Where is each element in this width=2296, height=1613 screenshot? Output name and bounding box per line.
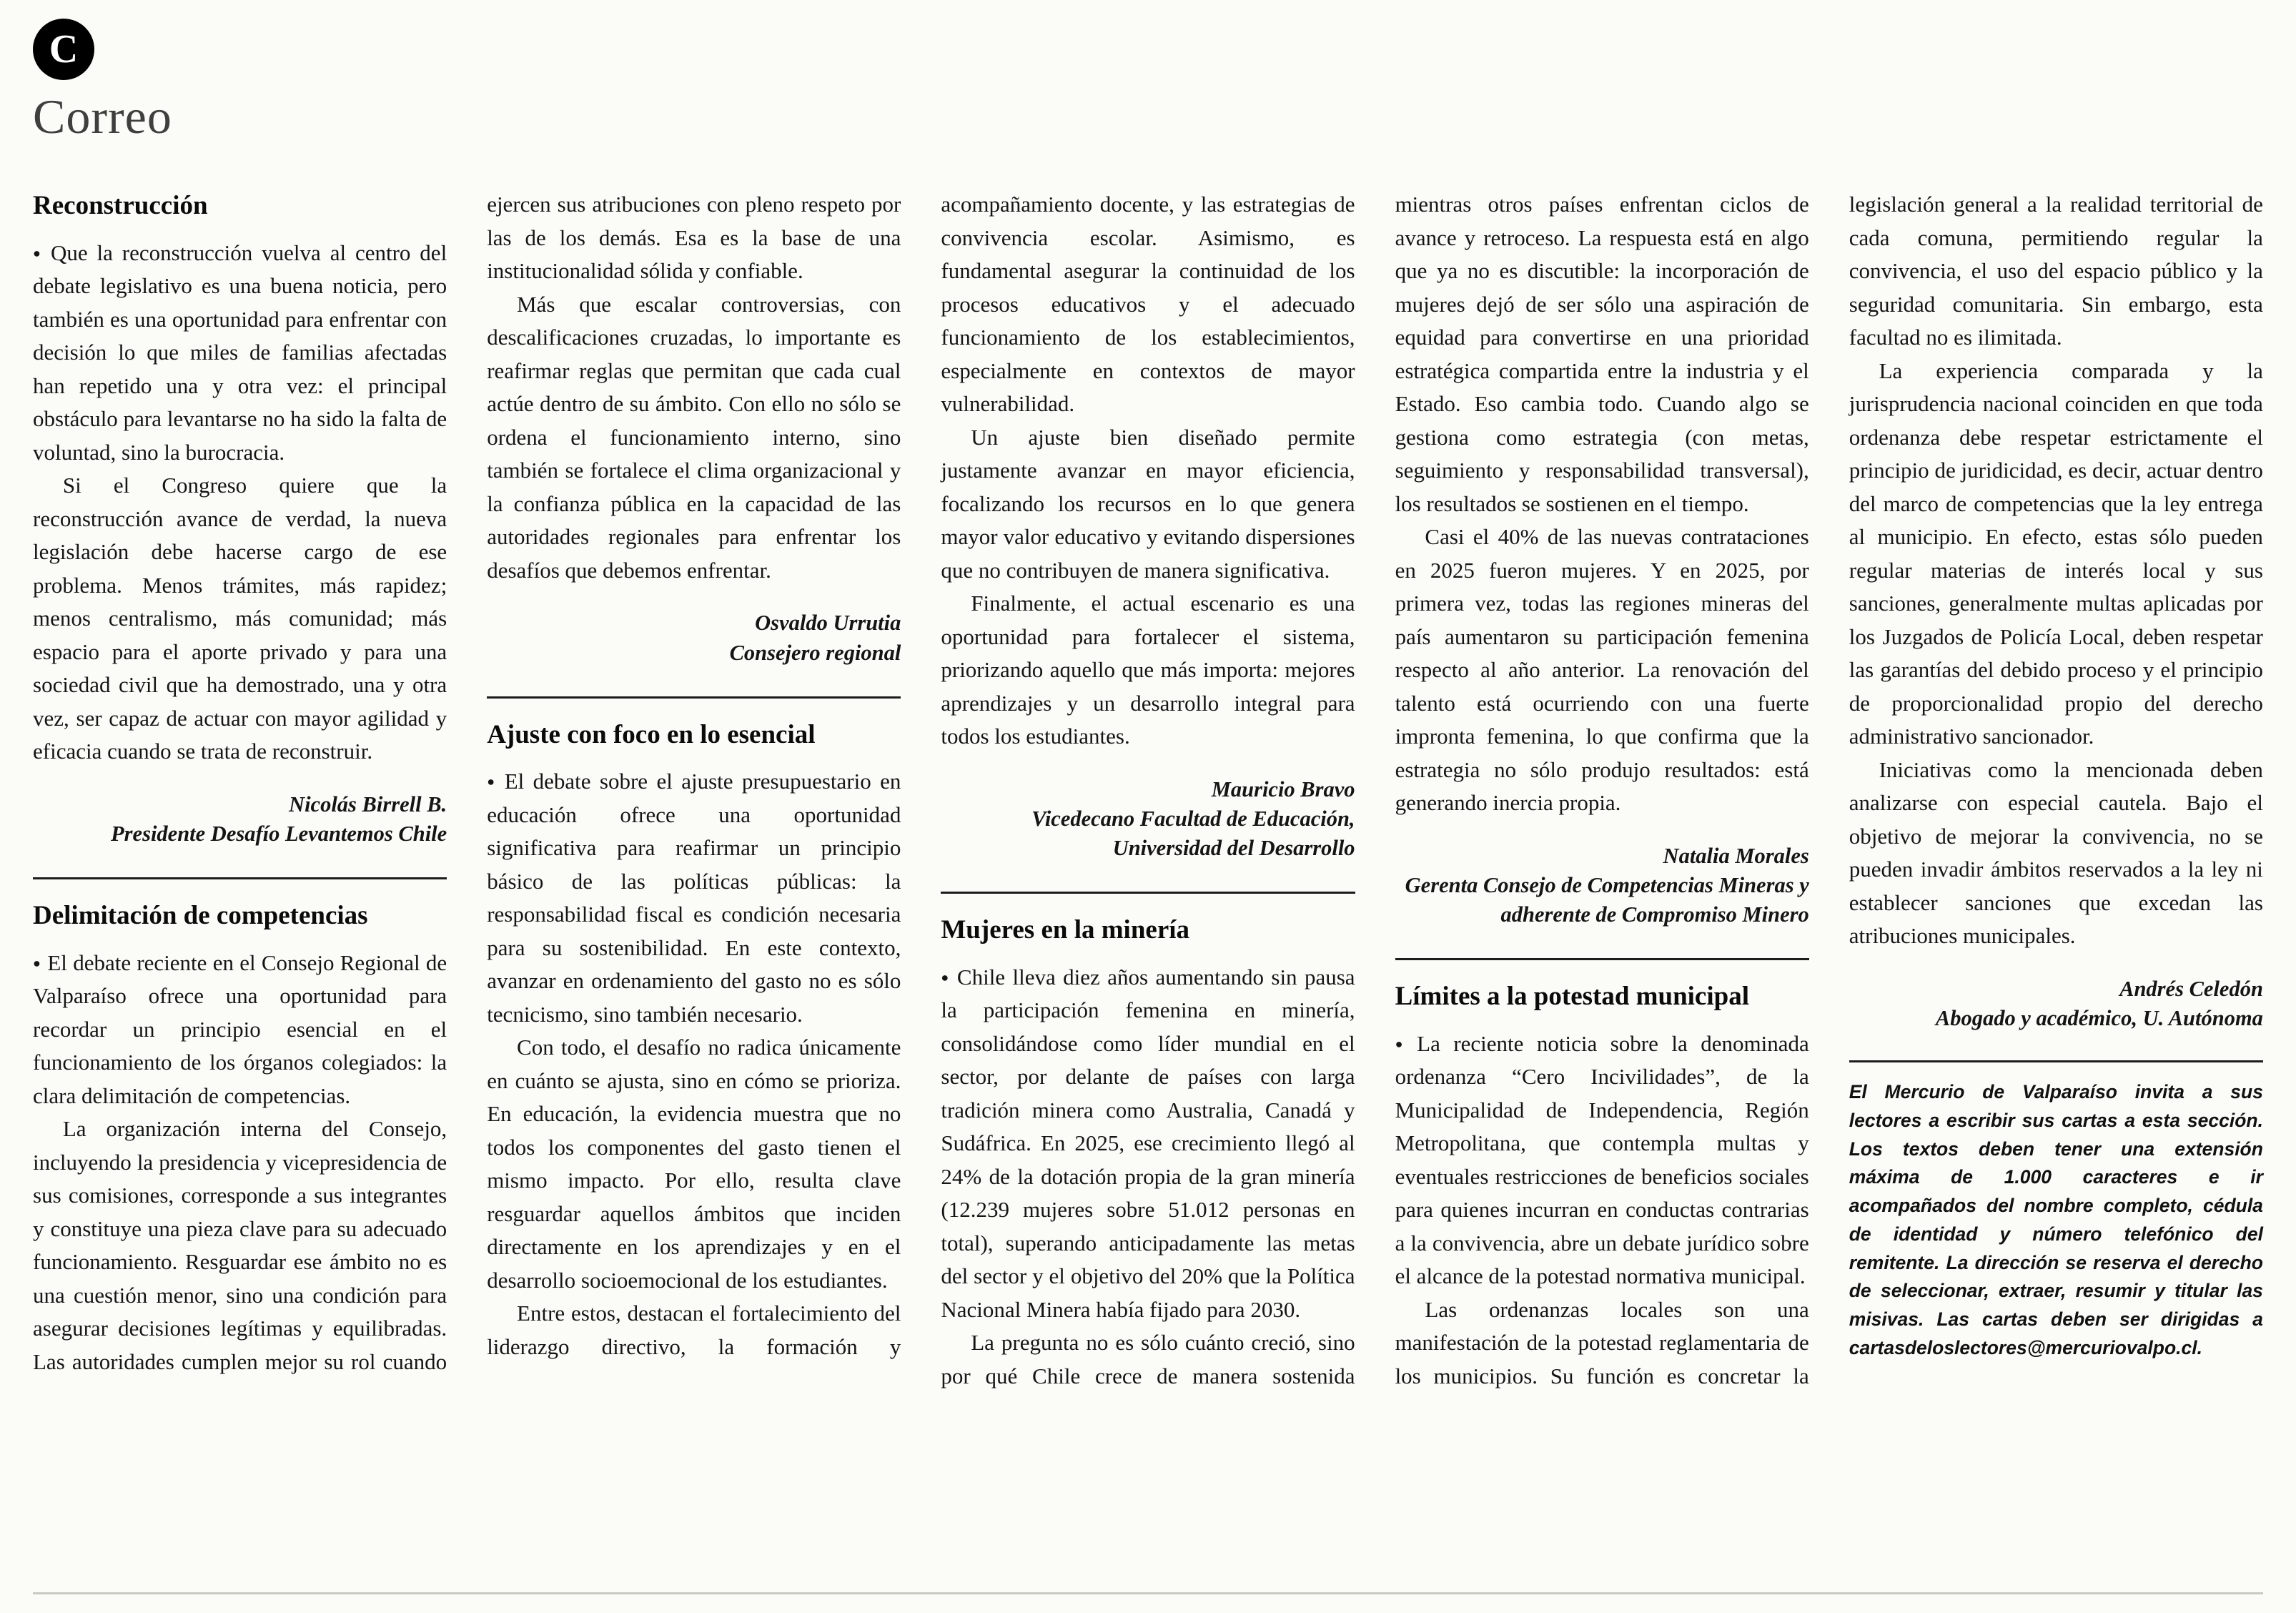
signature-role: Gerenta Consejo de Competencias Mineras y adherente de Compromiso Minero — [1405, 873, 1809, 927]
signature-name: Natalia Morales — [1663, 843, 1809, 868]
letter-paragraph: Entre estos, destacan el fortalecimiento del liderazgo directivo, la formación y acompañamiento docente, y las estrategias de convivencia escolar. Asimismo, es fundamental asegurar la continuidad de los procesos educativos y el adecuado funcionamiento de los establecimientos, especialmente en contextos de mayor vulnerabilidad. — [487, 192, 1355, 1359]
bullet-icon: ● — [1395, 1036, 1411, 1051]
letter-head — [33, 877, 447, 930]
signature-role: Vicedecano Facultad de Educación, Universidad del Desarrollo — [1031, 807, 1355, 861]
bullet-icon: ● — [941, 970, 951, 985]
page-bottom-divider — [33, 1592, 2263, 1594]
letter-head — [1395, 958, 1809, 1011]
letter-paragraph — [33, 237, 447, 470]
signature-name: Andrés Celedón — [2119, 976, 2263, 1001]
notice-text: El Mercurio de Valparaíso invita a sus lectores a escribir sus cartas a esta sección. Los textos deben tener una extensión máxima de 1.000 caracteres e ir acompañados del nombre completo, cédula de identidad y número telefónico del remitente. La dirección se reserva el derecho de seleccionar, extraer, resumir y titular las misivas. Las cartas deben ser dirigidas a cartasdeloslectores@mercuriovalpo.cl. — [1849, 1081, 2263, 1358]
signature-role: Presidente Desafío Levantemos Chile — [111, 822, 447, 846]
paragraph-text: La reciente noticia sobre la denominada ordenanza “Cero Incivilidades”, de la Municipalidad de Independencia, Región Metropolitana, que contempla multas y eventuales restricciones de beneficios sociales para quienes incurran en conductas contrarias a la convivencia, abre un debate jurídico sobre el alcance de la potestad normativa municipal. — [1395, 1030, 1809, 1289]
letter-paragraph: Iniciativas como la mencionada deben analizarse con especial cautela. Bajo el objetivo de mejorar la convivencia, no se pueden invadir ámbitos reservados a la ley ni establecer sanciones que excedan las atribuciones municipales. — [1849, 756, 2263, 949]
masthead — [33, 19, 2263, 142]
section-divider — [1395, 958, 1809, 960]
section-divider — [941, 892, 1355, 894]
letter-paragraph: Más que escalar controversias, con descalificaciones cruzadas, lo importante es reafirmar reglas que permitan que cada cual actúe dentro de su ámbito. Con ello no sólo se ordena el funcionamiento interno, sino también se fortalece el clima organizacional y la confianza pública en la capacidad de las autoridades regionales para enfrentar los desafíos que debemos enfrentar. — [487, 291, 901, 583]
reader-letters-notice — [1849, 1060, 2263, 1363]
section-divider — [487, 696, 901, 699]
letter-signature — [941, 775, 1355, 864]
signature-role: Consejero regional — [729, 640, 901, 665]
paragraph-text: Que la reconstrucción vuelva al centro del debate legislativo es una buena noticia, pero también es una oportunidad para enfrentar con decisión lo que miles de familias afectadas han repetido una y otra vez: el principal obstáculo para levantarse no ha sido la falta de voluntad, sino la burocracia. — [33, 240, 447, 465]
signature-name: Nicolás Birrell B. — [289, 791, 447, 817]
letter-paragraph: Casi el 40% de las nuevas contrataciones en 2025 fueron mujeres. Y en 2025, por primera vez, todas las regiones mineras del país aumentaron su participación femenina respecto al año anterior. La renovación del talento está ocurriendo con una fuerte impronta femenina, lo que confirma que la estrategia no sólo produjo resultados: está generando inercia propia. — [1395, 524, 1809, 816]
letter-paragraph: Si el Congreso quiere que la reconstrucción avance de verdad, la nueva legislación debe hacerse cargo de ese problema. Menos trámites, más rapidez; menos centralismo, más comunidad; más espacio para el aporte privado y para una sociedad civil que ha demostrado, una y otra vez, ser capaz de actuar con mayor agilidad y eficacia cuando se trata de reconstruir. — [33, 473, 447, 764]
paragraph-text: El debate sobre el ajuste presupuestario en educación ofrece una oportunidad significativa para reafirmar un principio básico de las políticas públicas: la responsabilidad fiscal es condición necesaria para su sostenibilidad. En este contexto, avanzar en ordenamiento del gasto no es sólo tecnicismo, sino también necesario. — [487, 769, 901, 1027]
letter-title: Mujeres en la minería — [941, 915, 1190, 945]
paragraph-text: Chile lleva diez años aumentando sin pausa la participación femenina en minería, consolidándose como líder mundial en el sector, por delante de países con larga tradición minera como Australia, Canadá y Sudáfrica. En 2025, ese crecimiento llegó al 24% de la dotación propia de la gran minería (12.239 mujeres sobre 51.012 personas en total), superando anticipadamente las metas del sector y el objetivo del 20% que la Política Nacional Minera había fijado para 2030. — [941, 964, 1355, 1322]
letter-title: Delimitación de competencias — [33, 901, 368, 931]
letter-section-reconstruccion — [33, 191, 447, 849]
letter-signature — [1395, 842, 1809, 930]
letter-paragraph: Un ajuste bien diseñado permite justamente avanzar en mayor eficiencia, focalizando los recursos en lo que genera mayor valor educativo y evitando dispersiones que no contribuyen de manera significativa. — [941, 424, 1355, 583]
letter-signature — [33, 790, 447, 849]
letter-paragraph: Finalmente, el actual escenario es una oportunidad para fortalecer el sistema, priorizando aquello que más importa: mejores aprendizajes y un desarrollo integral para todos los estudiantes. — [941, 591, 1355, 749]
letter-paragraph: Las ordenanzas locales son una manifestación de la potestad reglamentaria de los municipios. Su función es concretar la legislación general a la realidad territorial de cada comuna, permitiendo regular la convivencia, el uso del espacio público y la seguridad comunitaria. Sin embargo, esta facultad no es ilimitada. — [1395, 192, 2263, 1388]
letter-title: Límites a la potestad municipal — [1395, 982, 1749, 1012]
bullet-icon: ● — [487, 774, 498, 789]
paragraph-text: El debate reciente en el Consejo Regional de Valparaíso ofrece una oportunidad para recordar un principio esencial en el funcionamiento de los órganos colegiados: la clara delimitación de competencias. — [33, 949, 447, 1108]
signature-name: Mauricio Bravo — [1211, 776, 1355, 801]
section-title: Correo — [33, 89, 172, 144]
letter-paragraph — [1395, 1027, 1809, 1293]
letter-paragraph: Con todo, el desafío no radica únicamente en cuánto se ajusta, sino en cómo se prioriza. En educación, la evidencia muestra que no todos los componentes del gasto tienen el mismo impacto. Por ello, resulta clave resguardar aquellos ámbitos que inciden directamente en los aprendizajes y en el desarrollo socioemocional de los estudiantes. — [487, 1035, 901, 1293]
letter-paragraph: La organización interna del Consejo, incluyendo la presidencia y vicepresidencia de sus comisiones, corresponde a sus integrantes y constituye una pieza clave para su adecuado funcionamiento. Resguardar ese ámbito no es una cuestión menor, sino una condición para asegurar decisiones legítimas y equilibradas. Las autoridades cumplen mejor su rol cuando ejercen sus atribuciones con pleno respeto por las de los demás. Esa es la base de una institucionalidad sólida y confiable. — [33, 192, 901, 1374]
letters-columns — [33, 188, 2263, 1393]
bullet-icon: ● — [33, 955, 41, 970]
bullet-icon: ● — [33, 245, 44, 260]
letter-paragraph — [33, 947, 447, 1113]
letter-paragraph: La experiencia comparada y la jurisprudencia nacional coinciden en que toda ordenanza debe respetar estrictamente el principio de juridicidad, es decir, actuar dentro del marco de competencias que la ley entrega al municipio. En efecto, estas sólo pueden regular materias de interés local y sus sanciones, generalmente multas aplicadas por los Juzgados de Policía Local, deben respetar las garantías del debido proceso y el principio de proporcionalidad propio del derecho administrativo sancionador. — [1849, 357, 2263, 749]
letter-head — [487, 696, 901, 749]
letter-title: Ajuste con foco en lo esencial — [487, 719, 816, 749]
letter-head — [941, 892, 1355, 944]
section-logo-icon — [33, 19, 94, 80]
letter-signature — [487, 608, 901, 667]
section-divider — [33, 877, 447, 879]
letter-signature — [1849, 975, 2263, 1033]
signature-role: Abogado y académico, U. Autónoma — [1935, 1006, 2263, 1031]
letter-paragraph — [941, 961, 1355, 1327]
letter-paragraph — [487, 765, 901, 1031]
notice-divider — [1849, 1060, 2263, 1062]
signature-name: Osvaldo Urrutia — [755, 611, 901, 636]
letter-title: Reconstrucción — [33, 191, 208, 221]
logo-letter: C — [49, 27, 79, 71]
letter-head — [33, 191, 447, 220]
letter-paragraph: La pregunta no es sólo cuánto creció, sino por qué Chile crece de manera sostenida mientras otros países enfrentan ciclos de avance y retroceso. La respuesta está en algo que ya no es discutible: la incorporación de mujeres dejó de ser sólo una aspiración de equidad para convertirse en una prioridad estratégica compartida entre la industria y el Estado. Eso cambia todo. Cuando algo se gestiona como estrategia (con metas, seguimiento y responsabilidad transversal), los resultados se sostienen en el tiempo. — [941, 192, 1809, 1388]
